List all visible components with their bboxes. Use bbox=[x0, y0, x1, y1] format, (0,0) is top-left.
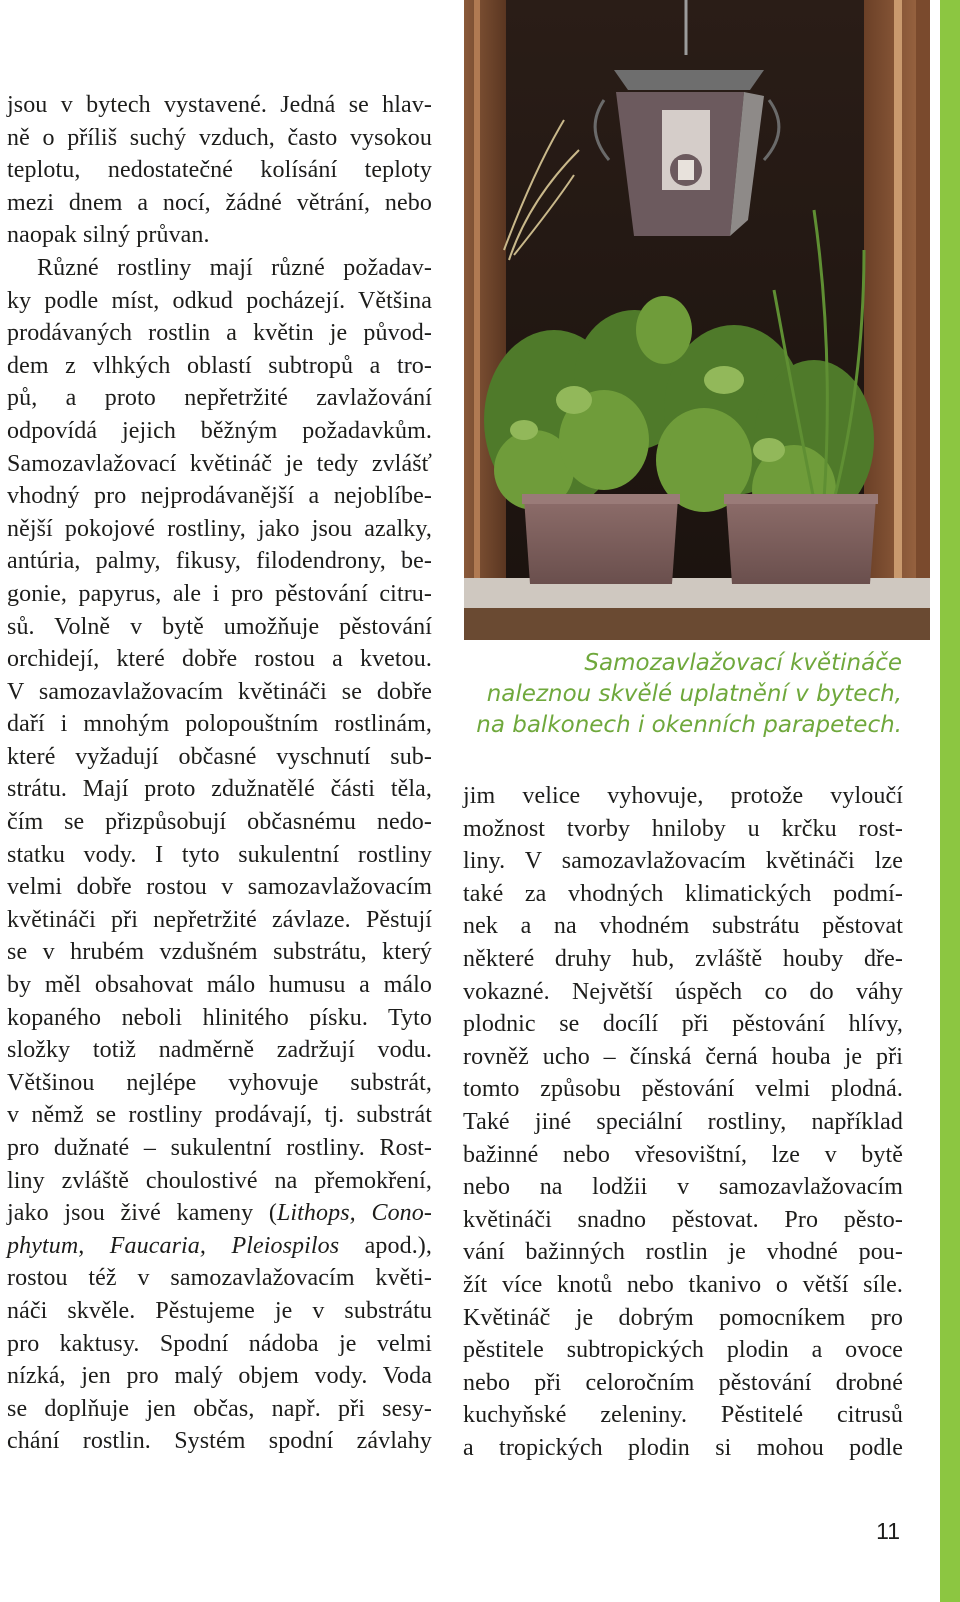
text-line: nebo při celoročním pěstování drobné bbox=[463, 1369, 903, 1396]
text-line: odpovídá jejich běžným požadavkům. bbox=[7, 417, 432, 444]
text-line: dem z vlhkých oblastí subtropů a tro- bbox=[7, 352, 432, 379]
text-line: mezi dnem a nocí, žádné větrání, nebo bbox=[7, 189, 432, 216]
text-line: květináči snadno pěstovat. Pro pěsto- bbox=[463, 1206, 903, 1233]
text-line: také za vhodných klimatických podmí- bbox=[463, 880, 903, 907]
italic-species-names: Lithops, Cono- bbox=[276, 1200, 432, 1227]
text-line: nebo na lodžii v samozavlažovacím bbox=[463, 1174, 903, 1201]
text-line: Také jiné speciální rostliny, například bbox=[463, 1108, 903, 1135]
window-planter-photo bbox=[464, 0, 930, 640]
text-line: V samozavlažovacím květináči se dobře bbox=[7, 678, 432, 705]
text-line: kuchyňské zeleniny. Pěstitelé citrusů bbox=[463, 1402, 903, 1429]
photo-illustration bbox=[464, 0, 930, 640]
text-line: ně o příliš suchý vzduch, často vysokou bbox=[7, 124, 432, 151]
text-line: orchidejí, které dobře rostou a kvetou. bbox=[7, 646, 432, 673]
text-line: by měl obsahovat málo humusu a málo bbox=[7, 972, 432, 999]
text-line: rovněž ucho – čínská černá houba je při bbox=[463, 1043, 903, 1070]
text-line: se doplňuje jen občas, např. při sesy- bbox=[7, 1395, 432, 1422]
italic-species-names: phytum, Faucaria, Pleiospilos bbox=[7, 1232, 340, 1259]
text-line: nější pokojové rostliny, jako jsou azalky, bbox=[7, 515, 432, 542]
text-line: Květináč je dobrým pomocníkem pro bbox=[463, 1304, 903, 1331]
text-line: a tropických plodin si mohou podle bbox=[463, 1434, 903, 1461]
text-line: strátu. Mají proto zdužnatělé části těla, bbox=[7, 776, 432, 803]
text-line: velmi dobře rostou v samozavlažovacím bbox=[7, 874, 432, 901]
page-number: 11 bbox=[876, 1518, 900, 1544]
text-line: se v hrubém vzdušném substrátu, který bbox=[7, 939, 432, 966]
text-line: chání rostlin. Systém spodní závlahy bbox=[7, 1428, 432, 1455]
green-accent-bar bbox=[940, 0, 960, 1602]
text-line: vání bažinných rostlin je vhodné pou- bbox=[463, 1239, 903, 1266]
text-line: vhodný pro nejprodávanější a nejoblíbe- bbox=[7, 483, 432, 510]
text-line: náči skvěle. Pěstujeme je v substrátu bbox=[7, 1297, 432, 1324]
text-line: některé druhy hub, zvláště houby dře- bbox=[463, 945, 903, 972]
text-line: bažinné nebo vřesovištní, lze v bytě bbox=[463, 1141, 903, 1168]
text-line: žít více knotů nebo tkanivo o větší síle. bbox=[463, 1271, 903, 1298]
text-line: tomto způsobu pěstování velmi plodná. bbox=[463, 1076, 903, 1103]
text-line: květináči při nepřetržité závlaze. Pěstují bbox=[7, 906, 432, 933]
text-line: teplotu, nedostatečné kolísání teploty bbox=[7, 157, 432, 184]
text-line: antúria, palmy, fikusy, filodendrony, be- bbox=[7, 548, 432, 575]
text-line: vokazné. Největší úspěch co do váhy bbox=[463, 978, 903, 1005]
text-line: liny zvláště choulostivé na přemokření, bbox=[7, 1167, 432, 1194]
text-fragment: jako jsou živé kameny ( bbox=[7, 1200, 277, 1227]
right-text-column bbox=[463, 780, 903, 1464]
text-line: pro dužnaté – sukulentní rostliny. Rost- bbox=[7, 1135, 432, 1161]
text-line: které vyžadují občasné vyschnutí sub- bbox=[7, 743, 432, 770]
text-line: daří i mnohým polopouštním rostlinám, bbox=[7, 711, 432, 738]
text-line: statku vody. I tyto sukulentní rostliny bbox=[7, 841, 432, 868]
text-line: možnost tvorby hniloby u krčku rost- bbox=[463, 815, 903, 842]
text-line: kopaného neboli hlinitého písku. Tyto bbox=[7, 1004, 432, 1031]
text-line: naopak silný průvan. bbox=[7, 222, 210, 249]
caption-line: Samozavlažovací květináče bbox=[584, 650, 902, 676]
text-line: jsou v bytech vystavené. Jedná se hlav- bbox=[7, 92, 432, 118]
caption-line: naleznou skvělé uplatnění v bytech, bbox=[486, 681, 902, 707]
text-line: Samozavlažovací květináč je tedy zvlášť bbox=[7, 450, 432, 477]
text-line: jim velice vyhovuje, protože vyloučí bbox=[463, 783, 903, 809]
text-line: liny. V samozavlažovacím květináči lze bbox=[463, 848, 903, 875]
text-line: rostou též v samozavlažovacím květi- bbox=[7, 1265, 432, 1292]
text-line-with-italic bbox=[7, 1197, 432, 1230]
text-line: pěstitele subtropických plodin a ovoce bbox=[463, 1337, 903, 1364]
text-line: čím se přizpůsobují občasnému nedo- bbox=[7, 809, 432, 836]
text-line: prodávaných rostlin a květin je původ- bbox=[7, 320, 432, 347]
caption-line: na balkonech i okenních parapetech. bbox=[476, 712, 902, 738]
text-line: Většinou nejlépe vyhovuje substrát, bbox=[7, 1069, 432, 1096]
text-line: sů. Volně v bytě umožňuje pěstování bbox=[7, 613, 432, 640]
text-line: gonie, papyrus, ale i pro pěstování citru- bbox=[7, 580, 432, 607]
text-line: složky totiž nadměrně zadržují vodu. bbox=[7, 1037, 432, 1064]
text-line: nek a na vhodném substrátu pěstovat bbox=[463, 913, 903, 940]
photo-caption bbox=[464, 648, 902, 741]
text-fragment: apod.), bbox=[339, 1232, 432, 1259]
text-line: nízká, jen pro malý objem vody. Voda bbox=[7, 1363, 432, 1390]
text-line: v němž se rostliny prodávají, tj. substrát bbox=[7, 1102, 432, 1129]
left-text-column bbox=[7, 89, 432, 1458]
text-line: pro kaktusy. Spodní nádoba je velmi bbox=[7, 1330, 432, 1357]
text-line-with-italic bbox=[7, 1230, 432, 1263]
text-line: plodnic se docílí při pěstování hlívy, bbox=[463, 1011, 903, 1038]
text-line: ky podle míst, odkud pocházejí. Většina bbox=[7, 287, 432, 314]
text-line: pů, a proto nepřetržité zavlažování bbox=[7, 385, 432, 412]
text-line: Různé rostliny mají různé požadav- bbox=[37, 254, 432, 281]
